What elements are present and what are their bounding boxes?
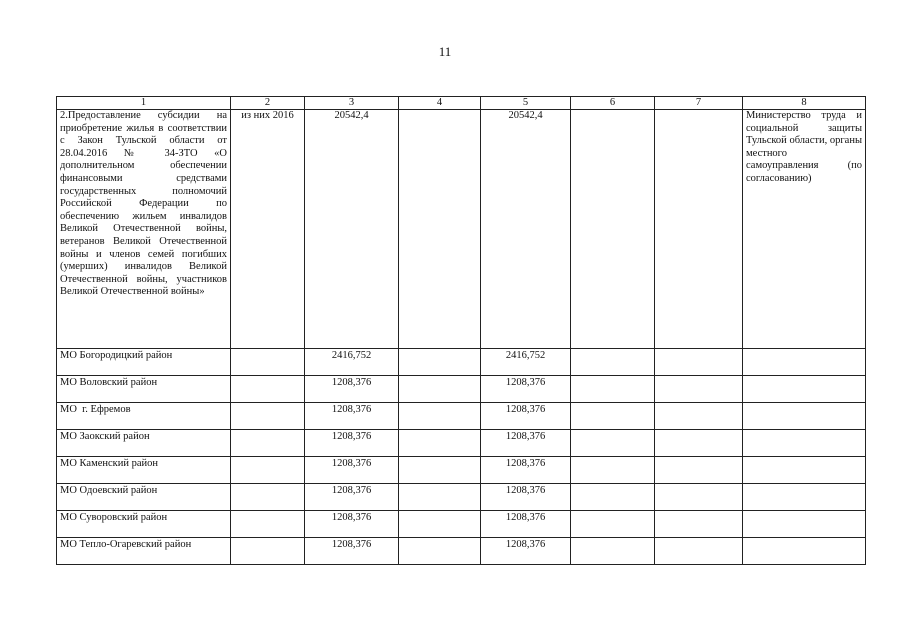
- municipality-name: МО Тепло-Огаревский район: [57, 538, 231, 565]
- col3-value: 1208,376: [305, 511, 399, 538]
- col3-value: 1208,376: [305, 457, 399, 484]
- empty-cell: [571, 403, 655, 430]
- empty-cell: [743, 430, 866, 457]
- col3-value: 1208,376: [305, 430, 399, 457]
- col3-value: 2416,752: [305, 349, 399, 376]
- empty-cell: [571, 511, 655, 538]
- empty-cell: [571, 430, 655, 457]
- empty-cell: [655, 511, 743, 538]
- empty-cell: [743, 511, 866, 538]
- empty-cell: [655, 484, 743, 511]
- empty-cell: [231, 511, 305, 538]
- empty-cell: [399, 511, 481, 538]
- empty-cell: [231, 457, 305, 484]
- municipality-name: МО Богородицкий район: [57, 349, 231, 376]
- empty-cell: [743, 538, 866, 565]
- empty-cell: [231, 403, 305, 430]
- municipality-name: МО Одоевский район: [57, 484, 231, 511]
- header-cell: 5: [481, 97, 571, 110]
- table-row: [57, 538, 866, 565]
- empty-cell: [571, 376, 655, 403]
- col3-value: 1208,376: [305, 376, 399, 403]
- empty-cell: [399, 349, 481, 376]
- empty-cell: [399, 538, 481, 565]
- empty-cell: [655, 430, 743, 457]
- header-row: [57, 97, 866, 110]
- measure-col6: [571, 110, 655, 349]
- empty-cell: [655, 403, 743, 430]
- subsidy-table: [56, 96, 866, 565]
- table-row: [57, 430, 866, 457]
- empty-cell: [655, 376, 743, 403]
- empty-cell: [743, 457, 866, 484]
- measure-col5: 20542,4: [481, 110, 571, 349]
- header-cell: 7: [655, 97, 743, 110]
- measure-col4: [399, 110, 481, 349]
- header-cell: 6: [571, 97, 655, 110]
- table-row: [57, 457, 866, 484]
- empty-cell: [399, 376, 481, 403]
- col5-value: 2416,752: [481, 349, 571, 376]
- col5-value: 1208,376: [481, 376, 571, 403]
- empty-cell: [399, 430, 481, 457]
- empty-cell: [655, 349, 743, 376]
- empty-cell: [571, 349, 655, 376]
- measure-period: из них 2016: [231, 110, 305, 349]
- header-cell: 2: [231, 97, 305, 110]
- table-row: [57, 511, 866, 538]
- municipality-name: МО Заокский район: [57, 430, 231, 457]
- col5-value: 1208,376: [481, 403, 571, 430]
- empty-cell: [655, 538, 743, 565]
- col3-value: 1208,376: [305, 538, 399, 565]
- measure-description: 2.Предоставление субсидии на приобретение жилья в соответствии с Закон Тульской области от 28.04.2016 № 34-ЗТО «О дополнительном обеспечении финансовыми средствами государственных полномочий Российской Федерации по обеспечению жильем инвалидов Великой Отечественной войны, ветеранов Великой Отечественной войны и членов семей погибших (умерших) инвалидов Великой Отечественной войны, участников Великой Отечественной войны»: [57, 110, 231, 349]
- measure-col3: 20542,4: [305, 110, 399, 349]
- page-number: 11: [438, 44, 452, 59]
- header-cell: 8: [743, 97, 866, 110]
- empty-cell: [231, 430, 305, 457]
- measure-col7: [655, 110, 743, 349]
- header-cell: 3: [305, 97, 399, 110]
- empty-cell: [743, 484, 866, 511]
- col5-value: 1208,376: [481, 538, 571, 565]
- measure-row: [57, 110, 866, 349]
- empty-cell: [743, 403, 866, 430]
- empty-cell: [743, 349, 866, 376]
- empty-cell: [231, 538, 305, 565]
- empty-cell: [399, 484, 481, 511]
- empty-cell: [571, 538, 655, 565]
- header-cell: 1: [57, 97, 231, 110]
- municipality-name: МО г. Ефремов: [57, 403, 231, 430]
- empty-cell: [231, 376, 305, 403]
- table-row: [57, 376, 866, 403]
- municipality-name: МО Каменский район: [57, 457, 231, 484]
- col3-value: 1208,376: [305, 403, 399, 430]
- col3-value: 1208,376: [305, 484, 399, 511]
- table-row: [57, 349, 866, 376]
- empty-cell: [231, 349, 305, 376]
- empty-cell: [399, 403, 481, 430]
- empty-cell: [571, 484, 655, 511]
- col5-value: 1208,376: [481, 484, 571, 511]
- empty-cell: [399, 457, 481, 484]
- municipality-name: МО Воловский район: [57, 376, 231, 403]
- measure-responsible: Министерство труда и социальной защиты Тульской области, органы местного самоуправления (по согласованию): [743, 110, 866, 349]
- empty-cell: [231, 484, 305, 511]
- table-row: [57, 484, 866, 511]
- empty-cell: [571, 457, 655, 484]
- col5-value: 1208,376: [481, 457, 571, 484]
- col5-value: 1208,376: [481, 430, 571, 457]
- col5-value: 1208,376: [481, 511, 571, 538]
- header-cell: 4: [399, 97, 481, 110]
- empty-cell: [743, 376, 866, 403]
- empty-cell: [655, 457, 743, 484]
- table-row: [57, 403, 866, 430]
- municipality-name: МО Суворовский район: [57, 511, 231, 538]
